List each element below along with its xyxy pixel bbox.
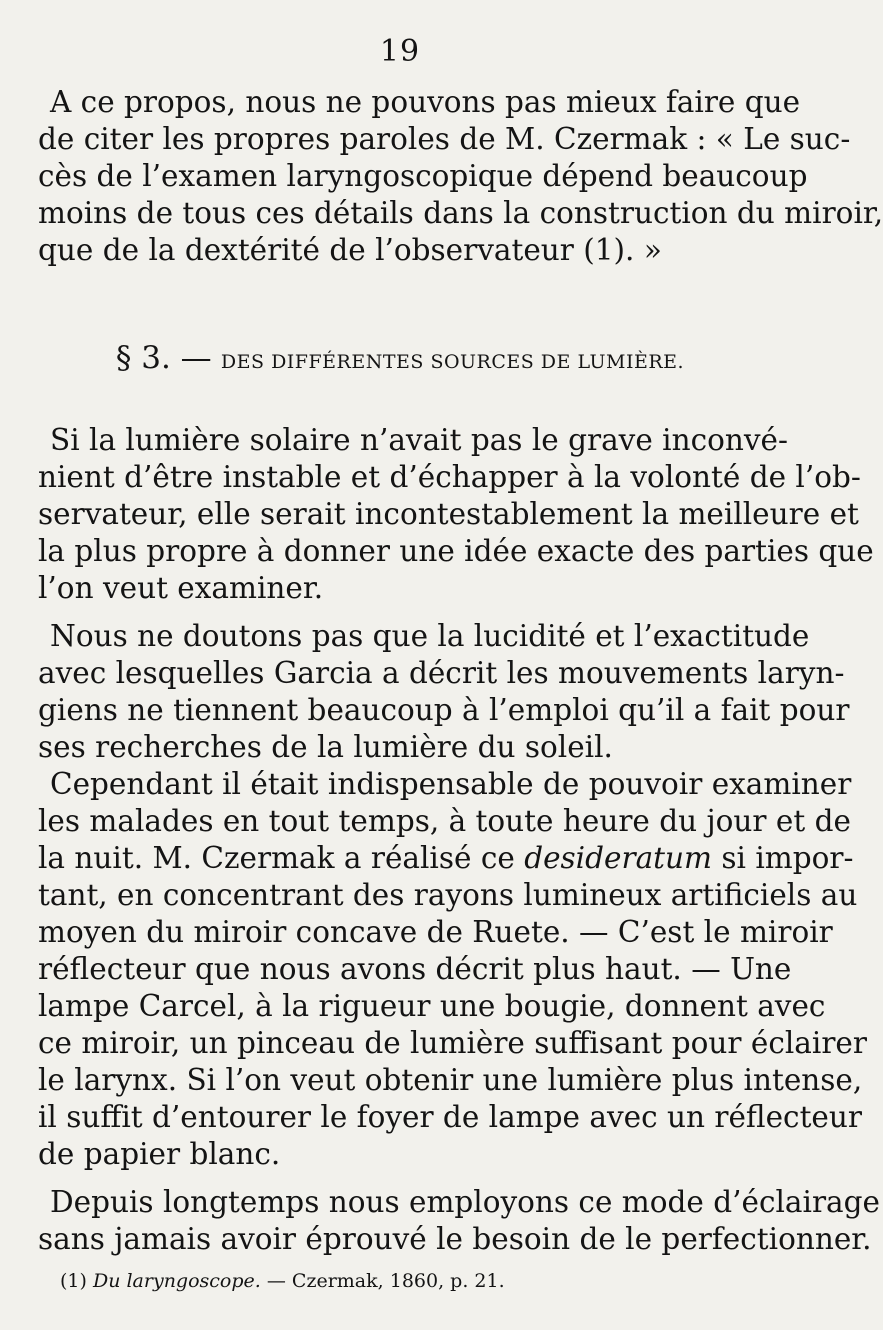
paragraph-conclusion	[38, 1184, 880, 1258]
text-segment: la nuit. M. Czermak a réalisé ce	[38, 841, 525, 875]
page-number: 19	[379, 34, 421, 69]
text-line: nient d’être instable et d’échapper à la volonté de l’ob-	[38, 460, 861, 494]
text-line: Cependant il était indispensable de pouvoir examiner	[50, 767, 852, 801]
text-line: servateur, elle serait incontestablement la meilleure et	[38, 497, 859, 531]
paragraph-garcia	[38, 618, 850, 766]
footnote-citation: — Czermak, 1860, p. 21.	[266, 1270, 505, 1292]
footnote	[60, 1268, 505, 1294]
text-line: de papier blanc.	[38, 1137, 281, 1171]
text-line: les malades en tout temps, à toute heure du jour et de	[38, 804, 851, 838]
text-line: Nous ne doutons pas que la lucidité et l’exactitude	[50, 619, 810, 653]
text-line: A ce propos, nous ne pouvons pas mieux faire que	[50, 85, 801, 119]
section-number: § 3. —	[115, 340, 212, 376]
text-line	[38, 840, 854, 877]
text-line: tant, en concentrant des rayons lumineux artificiels au	[38, 878, 858, 912]
section-title: DES DIFFÉRENTES SOURCES DE LUMIÈRE.	[220, 351, 685, 373]
footnote-title: Du laryngoscope.	[92, 1270, 261, 1292]
paragraph-intro	[38, 84, 883, 269]
text-line: cès de l’examen laryngoscopique dépend beaucoup	[38, 159, 808, 193]
text-line: que de la dextérité de l’observateur (1). »	[38, 233, 662, 267]
text-segment: si impor-	[711, 841, 854, 875]
italic-term: desideratum	[524, 841, 712, 875]
text-line: moyen du miroir concave de Ruete. — C’est le miroir	[38, 915, 833, 949]
text-line: moins de tous ces détails dans la construction du miroir,	[38, 196, 883, 230]
paragraph-czermak-mirror	[38, 766, 867, 1173]
text-line: lampe Carcel, à la rigueur une bougie, donnent avec	[38, 989, 826, 1023]
text-line: la plus propre à donner une idée exacte des parties que	[38, 534, 874, 568]
text-line: de citer les propres paroles de M. Czermak : « Le suc-	[38, 122, 851, 156]
text-line: Depuis longtemps nous employons ce mode d’éclairage	[50, 1185, 880, 1219]
text-line: giens ne tiennent beaucoup à l’emploi qu’il a fait pour	[38, 693, 850, 727]
text-line: l’on veut examiner.	[38, 571, 324, 605]
text-line: Si la lumière solaire n’avait pas le grave inconvé-	[50, 423, 788, 457]
text-line: sans jamais avoir éprouvé le besoin de le perfectionner.	[38, 1222, 872, 1256]
text-line: ses recherches de la lumière du soleil.	[38, 730, 613, 764]
section-heading	[38, 340, 762, 380]
text-line: le larynx. Si l’on veut obtenir une lumière plus intense,	[38, 1063, 863, 1097]
paragraph-sunlight	[38, 422, 874, 607]
text-line: réflecteur que nous avons décrit plus haut. — Une	[38, 952, 792, 986]
text-line: il suffit d’entourer le foyer de lampe avec un réflecteur	[38, 1100, 862, 1134]
text-line: avec lesquelles Garcia a décrit les mouvements laryn-	[38, 656, 845, 690]
footnote-marker: (1)	[60, 1270, 87, 1292]
book-page	[38, 26, 883, 1316]
text-line: ce miroir, un pinceau de lumière suffisant pour éclairer	[38, 1026, 867, 1060]
